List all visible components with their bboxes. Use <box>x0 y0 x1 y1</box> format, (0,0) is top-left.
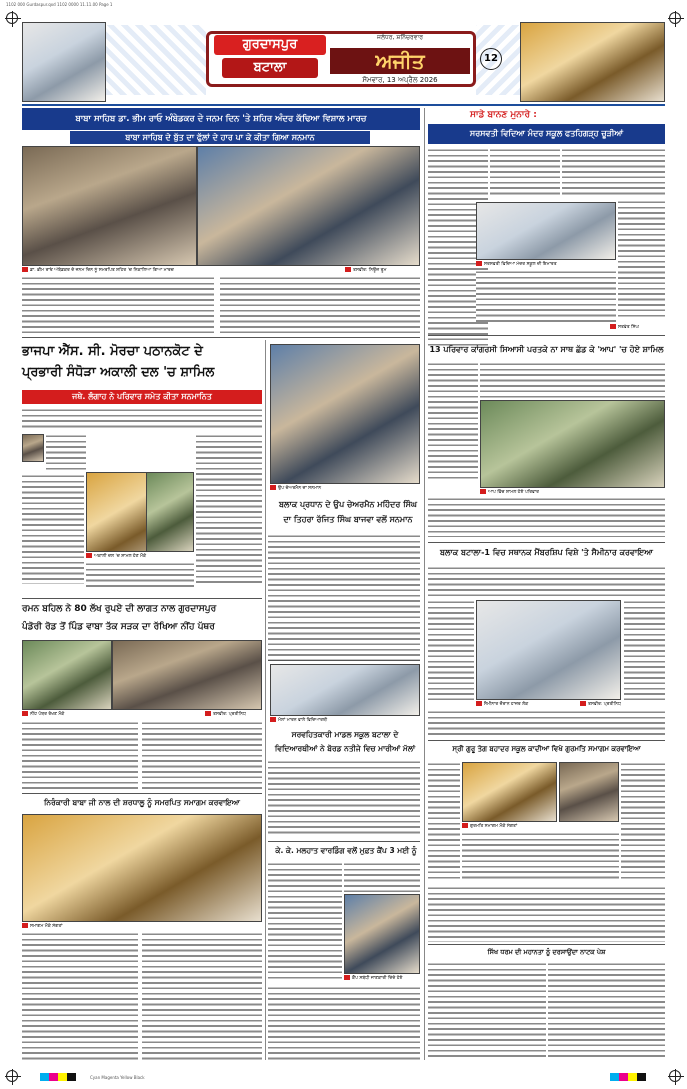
lead-headline: ਬਾਬਾ ਸਾਹਿਬ ਡਾ. ਭੀਮ ਰਾਓ ਅੰਬੇਡਕਰ ਦੇ ਜਨਮ ਦਿਨ 'ਤੇ ਸ਼ਹਿਰ ਅੰਦਰ ਕੱਢਿਆ ਵਿਸ਼ਾਲ ਮਾਰਚ <box>22 108 420 130</box>
bottom-headline: ਸਿੱਖ ਧਰਮ ਦੀ ਮਹਾਨਤਾ ਨੂੰ ਦਰਸਾਉਂਦਾ ਨਾਟਕ ਪੇਸ਼ <box>487 948 606 956</box>
road-caption: ਨੀਂਹ ਪੱਥਰ ਰੱਖਣ ਮੌਕੇ <box>22 711 202 718</box>
print-slug: 1102 000 Gurdaspur.qxd 1102 0000 11.11.00 Page 1 <box>6 2 113 7</box>
registration-mark <box>669 12 681 24</box>
baba-caption: ਸਮਾਗਮ ਮੌਕੇ ਸੰਗਤਾਂ <box>22 923 182 930</box>
school-students-photo <box>270 664 420 716</box>
column-rule <box>424 108 425 1060</box>
paper-name: ਅਜੀਤ <box>330 48 470 74</box>
road-credit: ਤਸਵੀਰ: ਪ੍ਰਤੀਨਿਧ <box>205 711 262 718</box>
divider <box>268 660 420 661</box>
families-body <box>428 362 478 482</box>
camp-body <box>268 862 342 982</box>
right-top-body-4 <box>618 200 665 320</box>
school-body <box>268 760 420 836</box>
lead-subhead: ਬਾਬਾ ਸਾਹਿਬ ਦੇ ਬੁੱਤ ਦਾ ਫੁੱਲਾਂ ਦੇ ਹਾਰ ਪਾ ਕੇ ਕੀਤਾ ਗਿਆ ਸਨਮਾਨ <box>70 131 370 144</box>
masthead-topline: ਜਲੰਧਰ, ਸ਼ਨਿੱਚਰਵਾਰ <box>377 34 423 41</box>
right-top-headline: ਸਰਸਵਤੀ ਵਿਦਿਆ ਮੰਦਰ ਸਕੂਲ ਫਤਹਿਗੜ੍ਹ ਚੂੜੀਆਂ <box>428 124 665 144</box>
divider <box>428 335 665 336</box>
lead-body-2 <box>220 276 420 334</box>
seminar-credit: ਤਸਵੀਰ: ਪ੍ਰਤੀਨਿਧ <box>580 701 665 708</box>
lead-caption: ਡਾ. ਭੀਮ ਰਾਓ ਅੰਬੇਡਕਰ ਦੇ ਜਨਮ ਦਿਨ ਨੂੰ ਸਮਰਪਿਤ ਸ਼ਹਿਰ 'ਚ ਨਿਕਾਲਿਆ ਗਿਆ ਮਾਰਚ <box>22 267 342 274</box>
divider <box>428 542 665 543</box>
road-body-2 <box>142 721 262 789</box>
families-body-3 <box>428 497 665 537</box>
block-headline-2: ਦਾ ਤਿਹਰਾ ਰੱਜਿਤ ਸਿੰਘ ਬਾਜਵਾ ਵਲੋਂ ਸਨਮਾਨ <box>283 515 413 524</box>
column-rule <box>265 340 266 1060</box>
seminar-body-3 <box>624 600 665 700</box>
bjp-caption: ਅਕਾਲੀ ਦਲ 'ਚ ਸ਼ਾਮਲ ਹੋਣ ਮੌਕੇ <box>86 553 194 560</box>
masthead-rule <box>22 104 665 106</box>
bjp-body <box>22 408 262 430</box>
bjp-body-2 <box>46 434 86 472</box>
road-body <box>22 721 138 789</box>
registration-mark <box>669 1070 681 1082</box>
road-photo <box>22 640 112 710</box>
registration-mark <box>6 1070 18 1082</box>
divider <box>22 598 262 599</box>
divider <box>428 944 665 945</box>
school-headline-2: ਵਿਦਿਆਰਥੀਆਂ ਨੇ ਬੋਰਡ ਨਤੀਜੇ ਵਿਚ ਮਾਰੀਆਂ ਮੱਲਾਂ <box>274 744 416 753</box>
block-headline-1: ਬਲਾਕ ਪ੍ਰਧਾਨ ਦੇ ਉਪ ਚੇਅਰਮੈਨ ਮਹਿੰਦਰ ਸਿੰਘ <box>279 500 417 509</box>
road-headline-2: ਪੰਡੋਰੀ ਰੋਡ ਤੋਂ ਪਿੰਡ ਵਾਬਾ ਤੱਕ ਸੜਕ ਦਾ ਰੱਖਿਆ ਨੀਂਹ ਪੱਥਰ <box>22 622 215 632</box>
gurmat-body <box>428 762 460 882</box>
seminar-body <box>428 566 665 596</box>
baba-photo <box>22 814 262 922</box>
gurmat-photo <box>462 762 557 822</box>
registration-mark <box>6 12 18 24</box>
bjp-photo-2 <box>146 472 194 552</box>
bjp-headline-2: ਪ੍ਰਭਾਰੀ ਸੰਧੋੜਾ ਅਕਾਲੀ ਦਲ 'ਚ ਸ਼ਾਮਿਲ <box>22 365 215 380</box>
gurmat-body-3 <box>462 832 619 882</box>
camp-body-3 <box>268 986 420 1060</box>
bjp-subhead: ਜਥੇ. ਲੰਗਾਹ ਨੇ ਪਰਿਵਾਰ ਸਮੇਤ ਕੀਤਾ ਸਨਮਾਨਿਤ <box>22 390 262 404</box>
gurmat-photo-2 <box>559 762 619 822</box>
right-top-body-2 <box>490 148 560 198</box>
divider <box>22 793 262 794</box>
camp-headline: ਕੇ. ਕੇ. ਮਲਹਾਤ ਵਾਰਡਿੰਗ ਵਲੋਂ ਮੁਫ਼ਤ ਕੈਂਪ 3 ਮਈ ਨੂੰ <box>275 846 417 855</box>
families-headline: 13 ਪਰਿਵਾਰ ਕਾਂਗਰਸੀ ਸਿਆਸੀ ਪਰਤਕੇ ਨਾ ਸਾਥ ਛੱਡ ਕੇ 'ਆਪ' 'ਚ ਹੋਏ ਸ਼ਾਮਿਲ <box>429 345 664 354</box>
divider <box>268 841 420 842</box>
sub-edition-title: ਬਟਾਲਾ <box>222 58 318 78</box>
bjp-headline-1: ਭਾਜਪਾ ਐੱਸ. ਸੀ. ਮੋਰਚਾ ਪਠਾਨਕੋਟ ਦੇ <box>22 344 203 359</box>
road-photo-2 <box>112 640 262 710</box>
color-bar-right <box>610 1073 646 1081</box>
seminar-caption: ਸੈਮੀਨਾਰ ਦੌਰਾਨ ਹਾਜ਼ਰ ਲੋਕ <box>476 701 576 708</box>
gurmat-body-2 <box>621 762 665 882</box>
bjp-body-3 <box>22 474 84 584</box>
block-body <box>268 534 420 660</box>
lead-body <box>22 276 214 334</box>
color-bar-left <box>40 1073 76 1081</box>
families-caption: ਆਪ ਵਿੱਚ ਸ਼ਾਮਲ ਹੋਏ ਪਰਿਵਾਰ <box>480 489 665 496</box>
bjp-body-5 <box>86 562 194 590</box>
baba-body-2 <box>142 932 262 1060</box>
divider <box>22 337 420 338</box>
right-top-body-3 <box>562 148 665 198</box>
gurmat-caption: ਗੁਰਮਤਿ ਸਮਾਗਮ ਮੌਕੇ ਸੰਗਤਾਂ <box>462 823 619 830</box>
baba-body <box>22 932 138 1060</box>
baba-headline: ਨਿਰੰਕਾਰੀ ਬਾਬਾ ਜੀ ਨਾਲ ਦੀ ਸ਼ਰਧਾਲੂ ਨੂੰ ਸਮਰਪਿਤ ਸਮਾਗਮ ਕਰਵਾਇਆ <box>44 798 240 807</box>
families-body-2 <box>480 362 665 398</box>
seminar-photo <box>476 600 621 700</box>
bjp-inset-photo <box>22 434 44 462</box>
color-bar-label: Cyan Magenta Yellow Black <box>90 1075 145 1080</box>
school-building-photo <box>476 202 616 260</box>
bottom-body <box>428 962 546 1060</box>
bottom-body-2 <box>548 962 665 1060</box>
right-top-body-5 <box>476 270 616 322</box>
lead-photo <box>22 146 197 266</box>
gurmat-body-4 <box>428 886 665 942</box>
camp-photo <box>344 894 420 974</box>
edition-title: ਗੁਰਦਾਸਪੁਰ <box>214 35 326 55</box>
bjp-body-4 <box>196 434 262 584</box>
road-headline-1: ਰਮਨ ਬਹਿਲ ਨੇ 80 ਲੱਖ ਰੁਪਏ ਦੀ ਲਾਗਤ ਨਾਲ ਗੁਰਦਾਸਪੁਰ <box>22 604 217 614</box>
seminar-headline: ਬਲਾਕ ਬਟਾਲਾ-1 ਵਿਚ ਸਥਾਨਕ ਮੈਂਬਰਸ਼ਿਪ ਵਿਸ਼ੇ 'ਤੇ ਸੈਮੀਨਾਰ ਕਰਵਾਇਆ <box>440 548 653 557</box>
school-headline-1: ਸਰਵਹਿਤਕਾਰੀ ਮਾਡਲ ਸਕੂਲ ਬਟਾਲਾ ਦੇ <box>291 730 399 739</box>
camp-body-2 <box>344 862 420 892</box>
divider <box>428 740 665 741</box>
right-top-caption: ਸਰਸਵਤੀ ਵਿਦਿਆ ਮੰਦਰ ਸਕੂਲ ਦੀ ਇਮਾਰਤ <box>476 261 616 268</box>
masthead-landmark-left <box>22 22 106 102</box>
gurmat-headline: ਸ੍ਰੀ ਗੁਰੂ ਤੇਗ ਬਹਾਦਰ ਸਕੂਲ ਕਾਦੀਆਂ ਵਿਖੇ ਗੁਰਮਤਿ ਸਮਾਗਮ ਕਰਵਾਇਆ <box>452 745 641 753</box>
families-photo <box>480 400 665 488</box>
seminar-body-4 <box>428 710 665 736</box>
lead-credit: ਤਸਵੀਰ: ਨਿਊਜ਼ ਰੂਮ <box>345 267 420 274</box>
block-caption: ਉਪ ਚੇਅਰਮੈਨ ਦਾ ਸਨਮਾਨ <box>270 485 370 492</box>
issue-date: ਸੋਮਵਾਰ, 13 ਅਪ੍ਰੈਲ 2026 <box>362 76 438 84</box>
right-kicker: ਸਾਡੇ ਬਾਨਣ ਮੁਨਾਰੇ : <box>470 110 537 120</box>
right-top-author: ਸਤਵੰਤ ਸਿੰਘ <box>610 324 665 331</box>
block-photo <box>270 344 420 484</box>
seminar-body-2 <box>428 600 474 700</box>
school-caption: ਮੱਲਾਂ ਮਾਰਨ ਵਾਲੇ ਵਿਦਿਆਰਥੀ <box>270 717 420 724</box>
page-number: 12 <box>480 48 502 70</box>
lead-photo-2 <box>197 146 420 266</box>
camp-caption: ਕੈਂਪ ਸਬੰਧੀ ਜਾਣਕਾਰੀ ਦਿੰਦੇ ਹੋਏ <box>344 975 420 982</box>
masthead-landmark-right <box>520 22 665 102</box>
masthead-pattern <box>106 25 206 95</box>
